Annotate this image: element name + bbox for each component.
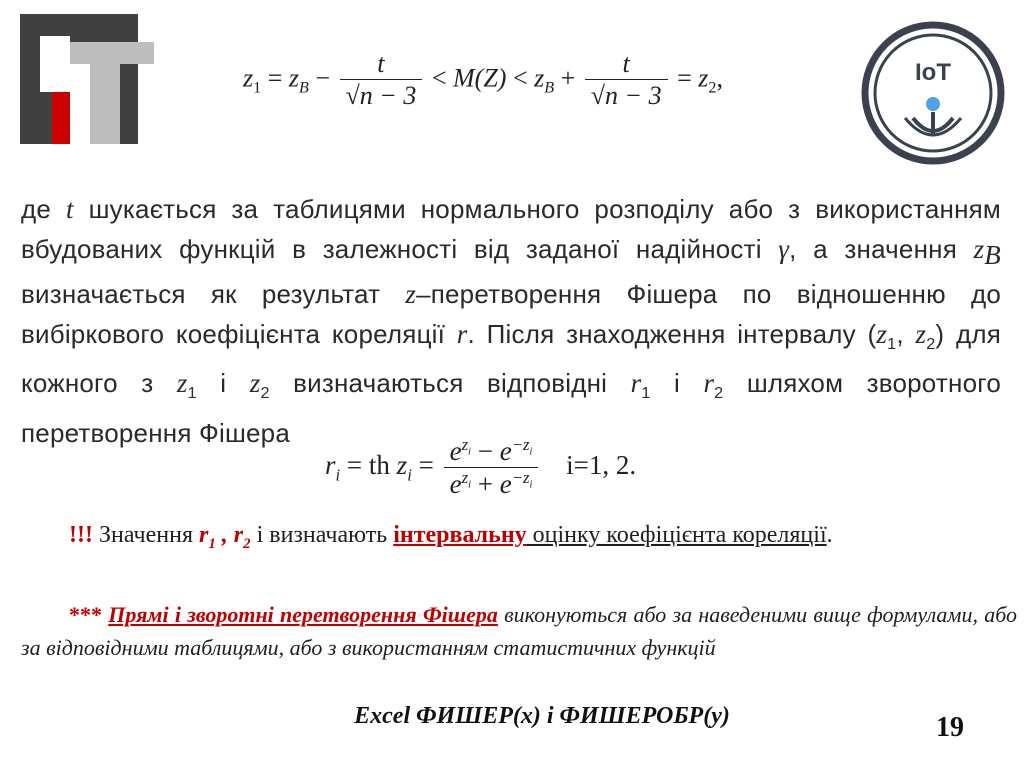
- formula-inverse-fisher: $r_i$ = th $z_i$ = $\frac{e^{z_i} - e^{-z_i}}{e^{z_i} + e^{-z_i}}$ i=1, 2.: [325, 435, 637, 499]
- note-interval-estimate: !!! Значення $r_1$ , $r_2$ і визначають інтервальну оцінку коефіцієнта кореляції.: [69, 522, 833, 552]
- ft-logo: [20, 14, 154, 144]
- iot-logo: [858, 18, 1008, 168]
- fraction-numerator: $e^{z_i} - e^{-z_i}$: [449, 435, 533, 466]
- page-number: 19: [936, 712, 964, 743]
- svg-text:IoT: IoT: [915, 59, 951, 86]
- fisher-explanation-paragraph: де t шукається за таблицями нормального розподілу або з використанням вбудованих функцій в залежності від заданої надійності γ, а значення $z_B$ визначається як результат z–перетворення Фішера по відношенню до вибіркового коефіцієнта кореляції r. Після знаходження інтервалу ($z_1$, $z_2$) для кожного з $z_1$ і $z_2$ визначаються відповідні $r_1$ і $r_2$ шляхом зворотного перетворення Фішера: [21, 194, 1002, 449]
- fraction-denominator: $e^{z_i} + e^{-z_i}$: [444, 467, 539, 500]
- note-fisher-transformations: *** Прямі і зворотні перетворення Фішера виконуються або за наведеними вище формулами, або за відповідними таблицями, або з використанням статистичних функцій: [21, 602, 1018, 660]
- excel-functions-line: Excel ФИШЕР(x) і ФИШЕРОБР(y): [354, 703, 730, 729]
- formula-confidence-interval: $z_1 = z_B$ − $\frac{t}{√n - 3}$ < $M(Z) < z_B$ + $\frac{t}{√n - 3}$ = $z_2$,: [243, 49, 723, 110]
